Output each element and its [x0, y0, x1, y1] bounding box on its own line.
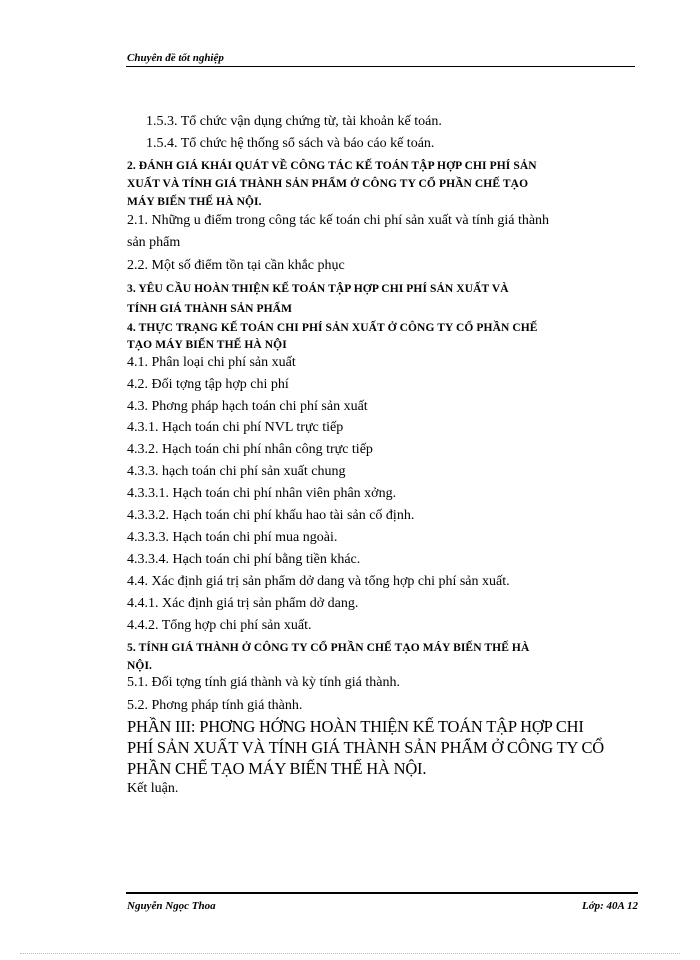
toc-heading: 4. THỰC TRẠNG KẾ TOÁN CHI PHÍ SẢN XUẤT Ở CÔNG TY CỔ PHẦN CHẾ — [127, 322, 538, 334]
toc-item: 4.1. Phân loại chi phí sản xuất — [127, 355, 296, 370]
toc-item: 1.5.4. Tổ chức hệ thống sổ sách và báo cáo kế toán. — [146, 136, 435, 151]
toc-part-heading: PHẦN III: PHƠNG HỚNG HOÀN THIỆN KẾ TOÁN TẬP HỢP CHI — [127, 717, 584, 736]
toc-item: Kết luận. — [127, 781, 179, 796]
toc-heading: 5. TÍNH GIÁ THÀNH Ở CÔNG TY CỔ PHẦN CHẾ TẠO MÁY BIẾN THẾ HÀ — [127, 642, 530, 654]
toc-item: 4.3.3.3. Hạch toán chi phí mua ngoài. — [127, 530, 338, 545]
toc-item: 2.1. Những u điểm trong công tác kế toán chi phí sản xuất và tính giá thành — [127, 213, 550, 228]
toc-item: 4.3.3.1. Hạch toán chi phí nhân viên phân xởng. — [127, 486, 397, 501]
toc-heading: TÍNH GIÁ THÀNH SẢN PHẨM — [127, 303, 293, 315]
page-footer — [126, 892, 638, 912]
toc-item: 4.3.3. hạch toán chi phí sản xuất chung — [127, 464, 346, 479]
toc-item: 2.2. Một số điểm tồn tại cần khắc phục — [127, 258, 345, 273]
toc-item: 4.4. Xác định giá trị sản phẩm dở dang và tổng hợp chi phí sản xuất. — [127, 574, 510, 589]
toc-heading: 2. ĐÁNH GIÁ KHÁI QUÁT VỀ CÔNG TÁC KẾ TOÁN TẬP HỢP CHI PHÍ SẢN — [127, 160, 537, 172]
toc-item: sản phẩm — [127, 235, 181, 250]
footer-class: Lớp: 40A 12 — [581, 900, 638, 912]
page-header — [126, 52, 635, 67]
toc-item: 5.2. Phơng pháp tính giá thành. — [127, 698, 303, 713]
toc-item: 4.3.3.2. Hạch toán chi phí khấu hao tài sản cố định. — [127, 508, 415, 523]
toc-item: 1.5.3. Tổ chức vận dụng chứng từ, tài khoản kế toán. — [146, 114, 442, 129]
toc-item: 4.3.3.4. Hạch toán chi phí bằng tiền khác. — [127, 552, 361, 567]
toc-item: 4.3.2. Hạch toán chi phí nhân công trực tiếp — [127, 442, 373, 457]
toc-item: 4.2. Đối tợng tập hợp chi phí — [127, 377, 289, 392]
header-title: Chuyên đề tốt nghiệp — [127, 52, 224, 64]
footer-author: Nguyễn Ngọc Thoa — [127, 900, 216, 912]
toc-item: 5.1. Đối tợng tính giá thành và kỳ tính giá thành. — [127, 675, 400, 690]
toc-heading: NỘI. — [127, 660, 153, 672]
toc-item: 4.4.2. Tổng hợp chi phí sản xuất. — [127, 618, 312, 633]
toc-heading: TẠO MÁY BIẾN THẾ HÀ NỘI — [127, 339, 287, 351]
toc-part-heading: PHẦN CHẾ TẠO MÁY BIẾN THẾ HÀ NỘI. — [127, 759, 427, 778]
toc-heading: 3. YÊU CẦU HOÀN THIỆN KẾ TOÁN TẬP HỢP CHI PHÍ SẢN XUẤT VÀ — [127, 283, 509, 295]
toc-item: 4.3. Phơng pháp hạch toán chi phí sản xuất — [127, 399, 368, 414]
toc-part-heading: PHÍ SẢN XUẤT VÀ TÍNH GIÁ THÀNH SẢN PHẨM Ở CÔNG TY CỔ — [127, 738, 604, 757]
toc-heading: MÁY BIẾN THẾ HÀ NỘI. — [127, 196, 262, 208]
toc-item: 4.3.1. Hạch toán chi phí NVL trực tiếp — [127, 420, 344, 435]
toc-item: 4.4.1. Xác định giá trị sản phẩm dở dang. — [127, 596, 359, 611]
page-bottom-divider — [20, 953, 680, 954]
toc-heading: XUẤT VÀ TÍNH GIÁ THÀNH SẢN PHẨM Ở CÔNG TY CỔ PHẦN CHẾ TẠO — [127, 178, 529, 190]
